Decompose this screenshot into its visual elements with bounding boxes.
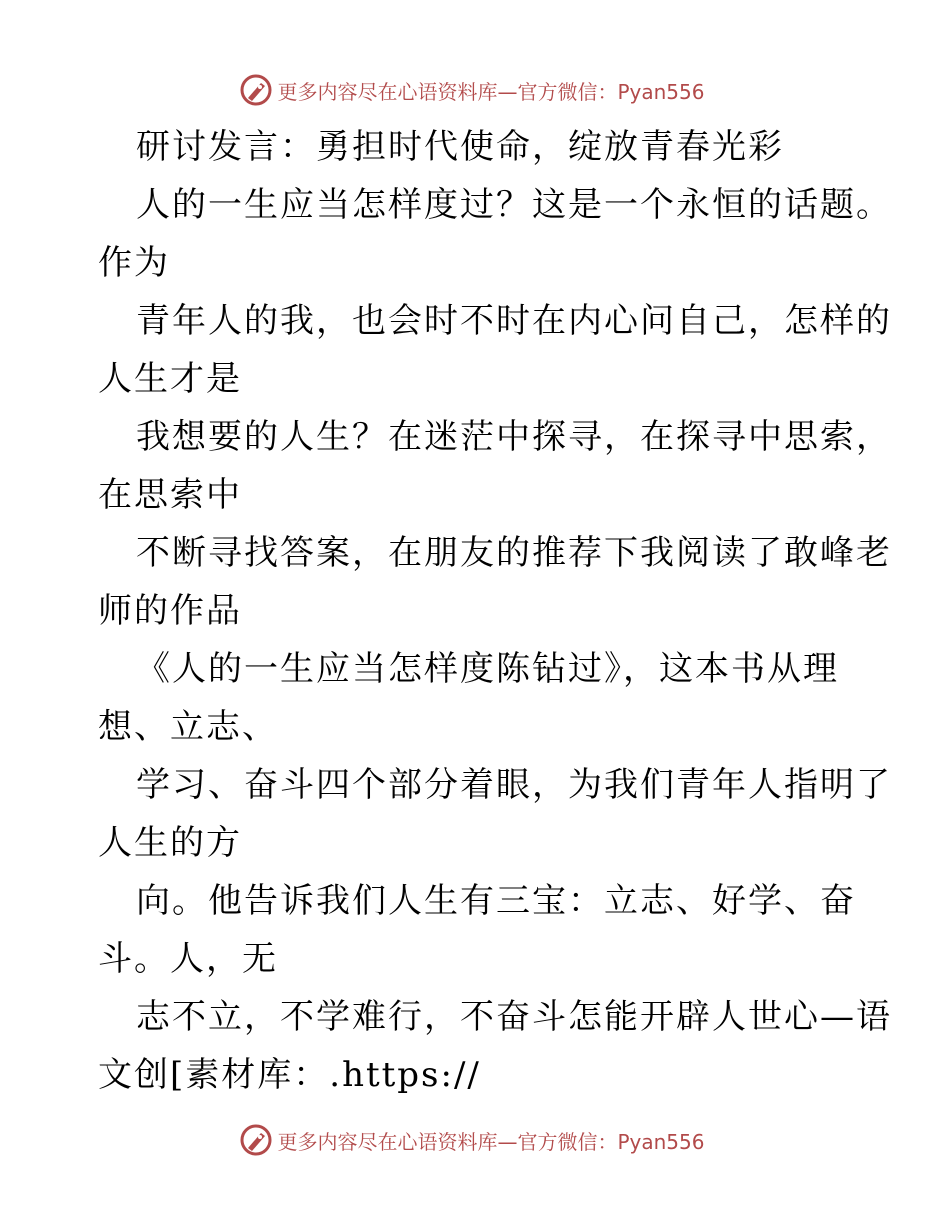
paragraph-line: 学习、奋斗四个部分着眼，为我们青年人指明了 (136, 765, 892, 805)
paragraph-line: 志不立，不学难行，不奋斗怎能开辟人世心—语 (136, 997, 892, 1037)
paragraph-line: 向。他告诉我们人生有三宝：立志、好学、奋 (136, 881, 856, 921)
paragraph-line: 想、立志、 (98, 707, 278, 747)
paragraph-line: 我想要的人生？在迷茫中探寻，在探寻中思索， (136, 417, 892, 457)
paragraph-line: 不断寻找答案，在朋友的推荐下我阅读了敢峰老 (136, 533, 892, 573)
paragraph-line: 人生才是 (98, 359, 242, 399)
paragraph-line: 青年人的我，也会时不时在内心问自己，怎样的 (136, 301, 892, 341)
paragraph-line: 斗。人，无 (98, 939, 278, 979)
paragraph-line: 在思索中 (98, 475, 242, 515)
document-title: 研讨发言：勇担时代使命，绽放青春光彩 (136, 127, 784, 167)
header-banner-text: 更多内容尽在心语资料库—官方微信：Pyan556 (277, 79, 705, 104)
document-body (98, 118, 892, 1104)
paragraph-line: 作为 (98, 243, 170, 283)
footer-banner-content (239, 1123, 704, 1157)
paragraph-line: 《人的一生应当怎样度陈钻过》，这本书从理 (136, 649, 839, 689)
pen-nib-logo-icon (239, 73, 273, 107)
paragraph-line: 人生的方 (98, 823, 242, 863)
paragraph-line: 师的作品 (98, 591, 242, 631)
paragraph-line: 人的一生应当怎样度过？这是一个永恒的话题。 (136, 185, 892, 225)
paragraph-line: 文创[素材库：.https:// (98, 1055, 481, 1095)
header-banner-content (239, 73, 704, 107)
footer-banner-text: 更多内容尽在心语资料库—官方微信：Pyan556 (277, 1129, 705, 1154)
footer-banner (0, 1120, 950, 1160)
header-banner (0, 70, 950, 110)
pen-nib-logo-icon (239, 1123, 273, 1157)
